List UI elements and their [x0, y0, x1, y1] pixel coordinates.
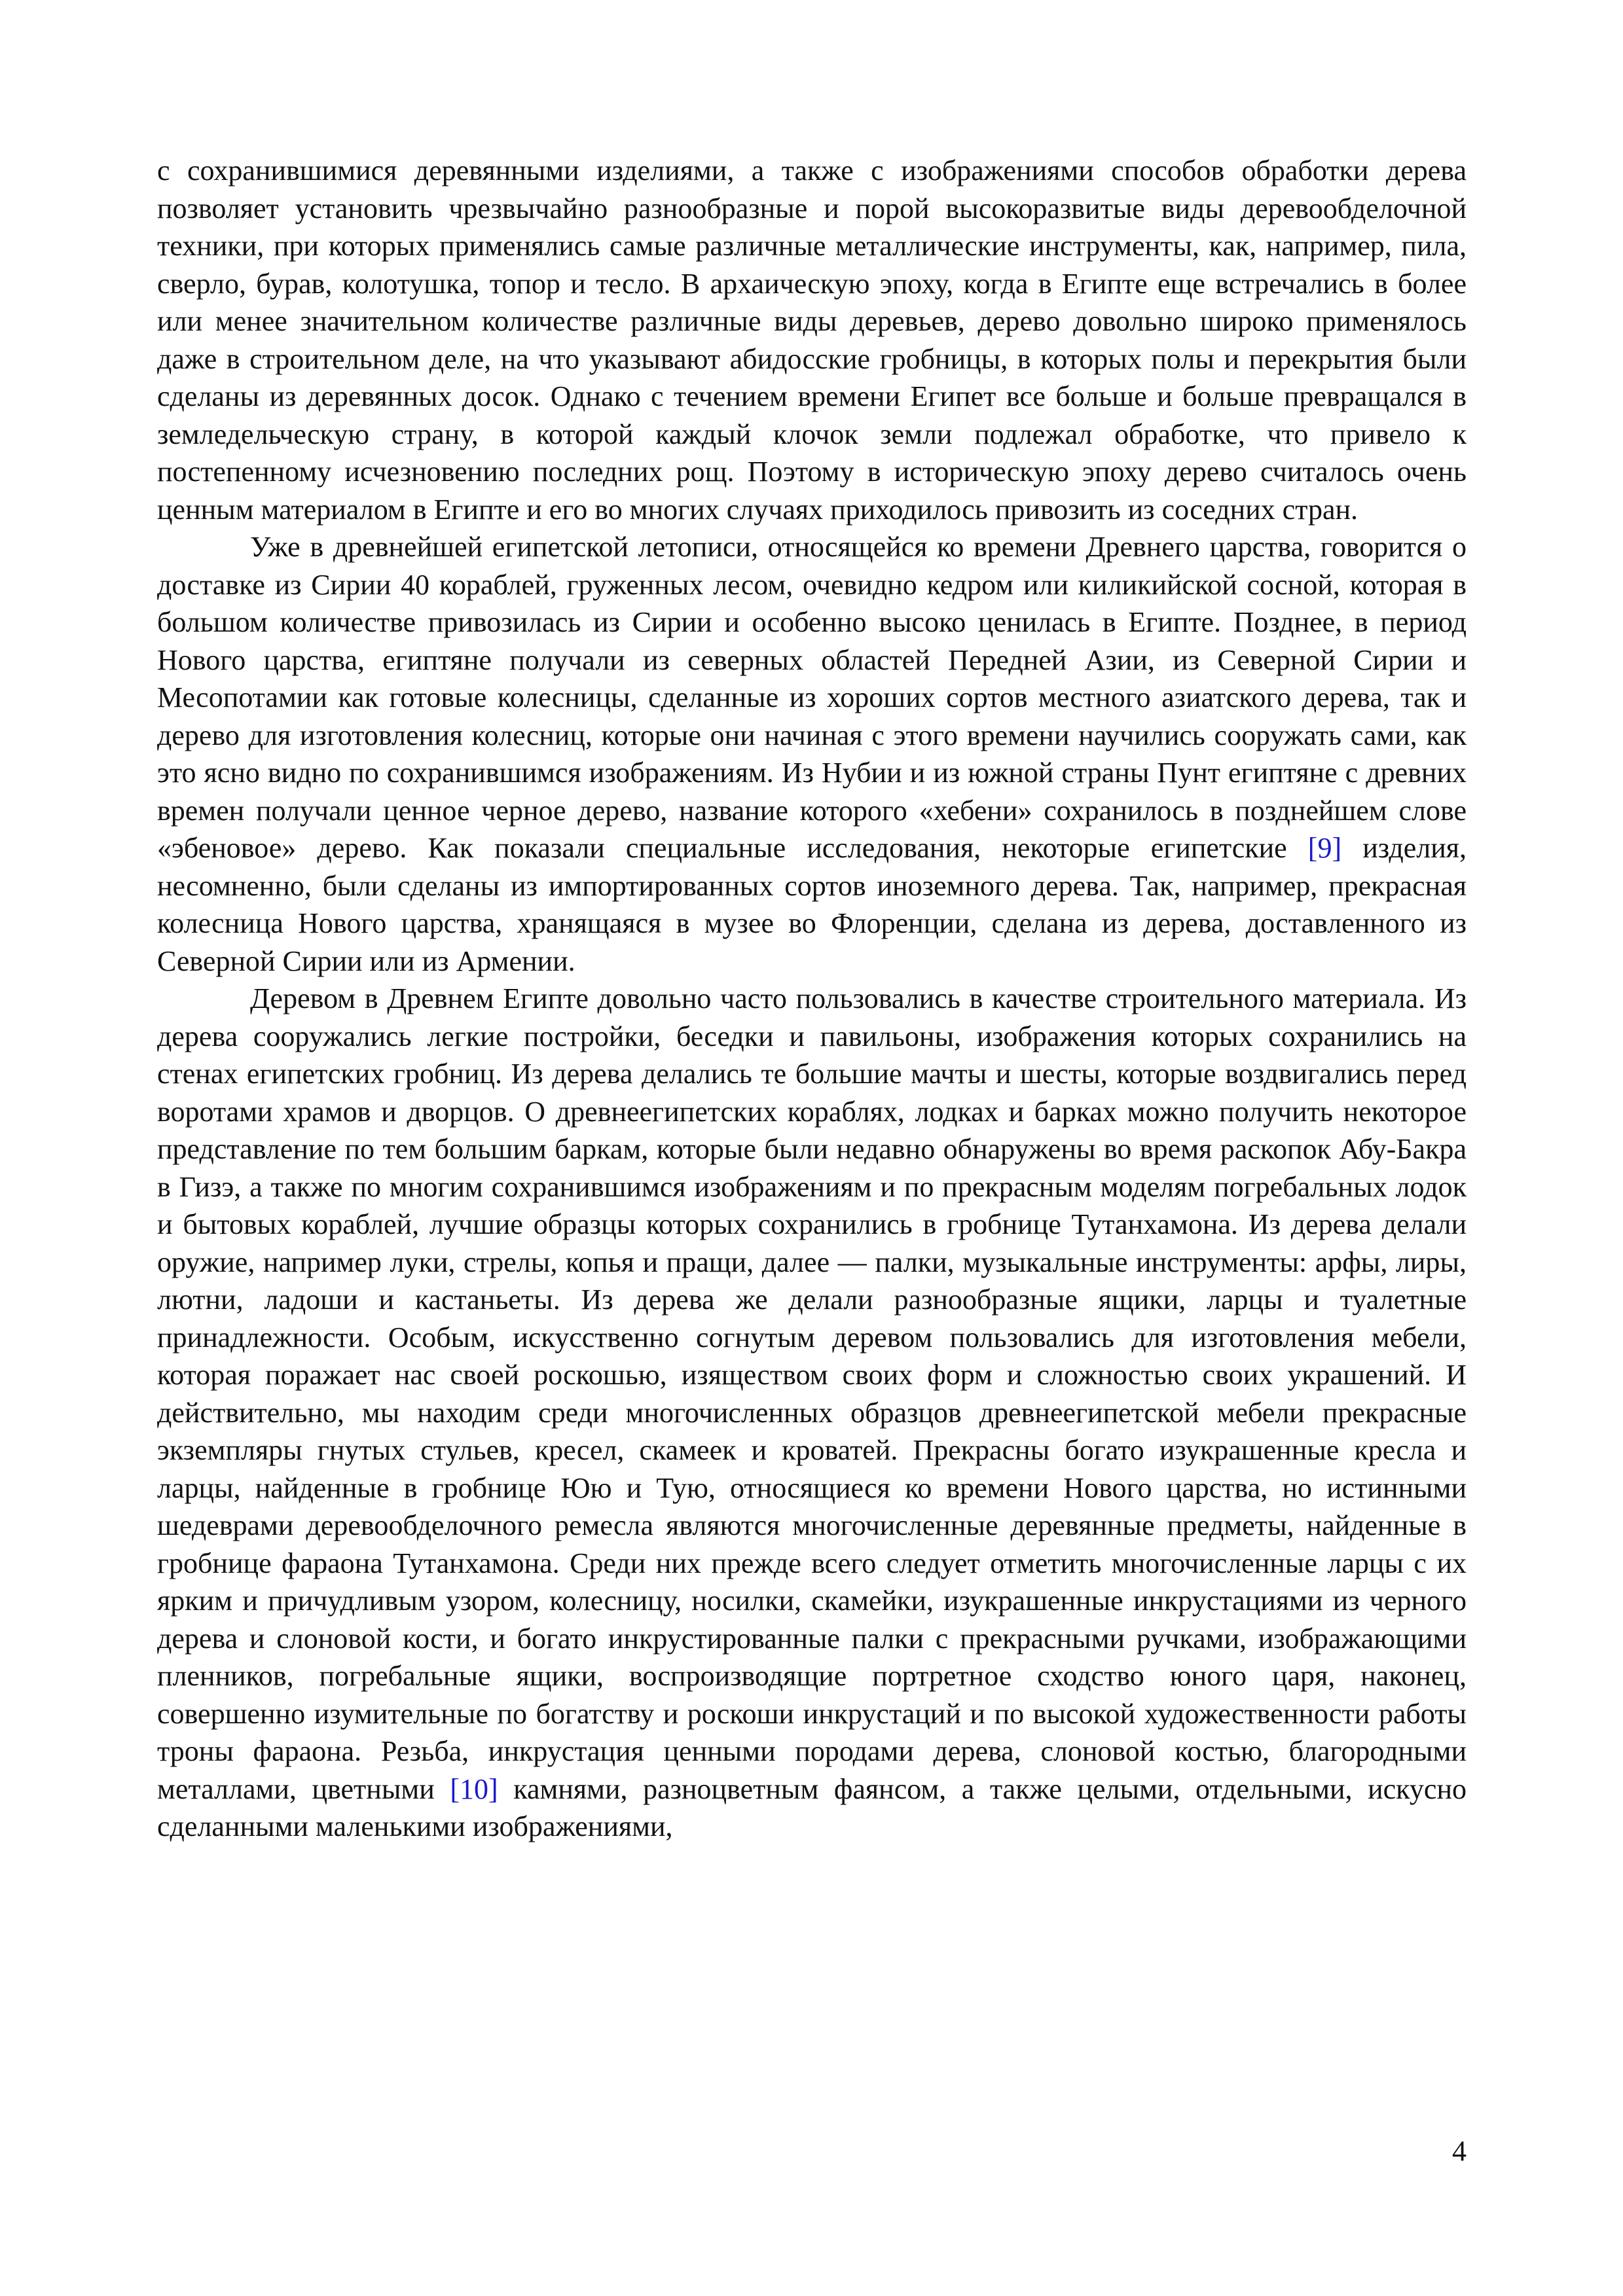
paragraph-3 [157, 980, 1467, 1846]
paragraph-2-text-end: изделия, несомненно, были сделаны из импортированных сортов иноземного дерева. Так, например, прекрасная колесница Нового царства, хранящаяся в музее во Флоренции, сделана из дерева, доставленного из Северной Сирии или из Армении. [157, 832, 1467, 977]
paragraph-3-text-start: Деревом в Древнем Египте довольно часто пользовались в качестве строительного материала. Из дерева сооружались легкие постройки, беседки и павильоны, изображения которых сохранились на стенах египетских гробниц. Из дерева делались те большие мачты и шесты, которые воздвигались перед воротами храмов и дворцов. О древнеегипетских кораблях, лодках и барках можно получить некоторое представление по тем большим баркам, которые были недавно обнаружены во время раскопок Абу-Бакра в Гизэ, а также по многим сохранившимся изображениям и по прекрасным моделям погребальных лодок и бытовых кораблей, лучшие образцы которых сохранились в гробнице Тутанхамона. Из дерева делали оружие, например луки, стрелы, копья и пращи, далее — палки, музыкальные инструменты: арфы, лиры, лютни, ладоши и кастаньеты. Из дерева же делали разнообразные ящики, ларцы и туалетные принадлежности. Особым, искусственно согнутым деревом пользовались для изготовления мебели, которая поражает нас своей роскошью, изяществом своих форм и сложностью своих украшений. И действительно, мы находим среди многочисленных образцов древнеегипетской мебели прекрасные экземпляры гнутых стульев, кресел, скамеек и кроватей. Прекрасны богато изукрашенные кресла и ларцы, найденные в гробнице Юю и Тую, относящиеся ко времени Нового царства, но истинными шедеврами деревообделочного ремесла являются многочисленные деревянные предметы, найденные в гробнице фараона Тутанхамона. Среди них прежде всего следует отметить многочисленные ларцы с их ярким и причудливым узором, колесницу, носилки, скамейки, изукрашенные инкрустациями из черного дерева и слоновой кости, и богато инкрустированные палки с прекрасными ручками, изображающими пленников, погребальные ящики, воспроизводящие портретное сходство юного царя, наконец, совершенно изумительные по богатству и роскоши инкрустаций и по высокой художественности работы троны фараона. Резьба, инкрустация ценными породами дерева, слоновой костью, благородными металлами, цветными [157, 982, 1467, 1805]
footnote-link-9[interactable]: [9] [1307, 832, 1342, 864]
document-body [157, 152, 1467, 1846]
paragraph-2-text-start: Уже в древнейшей египетской летописи, относящейся ко времени Древнего царства, говорится о доставке из Сирии 40 кораблей, груженных лесом, очевидно кедром или киликийской сосной, которая в большом количестве привозилась из Сирии и особенно высоко ценилась в Египте. Позднее, в период Нового царства, египтяне получали из северных областей Передней Азии, из Северной Сирии и Месопотамии как готовые колесницы, сделанные из хороших сортов местного азиатского дерева, так и дерево для изготовления колесниц, которые они начиная с этого времени научились сооружать сами, как это ясно видно по сохранившимся изображениям. Из Нубии и из южной страны Пунт египтяне с древних времен получали ценное черное дерево, название которого «хебени» сохранилось в позднейшем слове «эбеновое» дерево. Как показали специальные исследования, некоторые египетские [157, 531, 1467, 864]
footnote-link-10[interactable]: [10] [450, 1772, 498, 1805]
paragraph-2 [157, 528, 1467, 980]
paragraph-1 [157, 152, 1467, 528]
paragraph-3-text-end: камнями, разноцветным фаянсом, а также целыми, отдельными, искусно сделанными маленькими изображениями, [157, 1772, 1467, 1842]
paragraph-1-text: с сохранившимися деревянными изделиями, а также с изображениями способов обработки дерева позволяет установить чрезвычайно разнообразные и порой высокоразвитые виды деревообделочной техники, при которых применялись самые различные металлические инструменты, как, например, пила, сверло, бурав, колотушка, топор и тесло. В архаическую эпоху, когда в Египте еще встречались в более или менее значительном количестве различные виды деревьев, дерево довольно широко применялось даже в строительном деле, на что указывают абидосские гробницы, в которых полы и перекрытия были сделаны из деревянных досок. Однако с течением времени Египет все больше и больше превращался в земледельческую страну, в которой каждый клочок земли подлежал обработке, что привело к постепенному исчезновению последних рощ. Поэтому в историческую эпоху дерево считалось очень ценным материалом в Египте и его во многих случаях приходилось привозить из соседних стран. [157, 154, 1467, 526]
page-number: 4 [1452, 2135, 1467, 2167]
